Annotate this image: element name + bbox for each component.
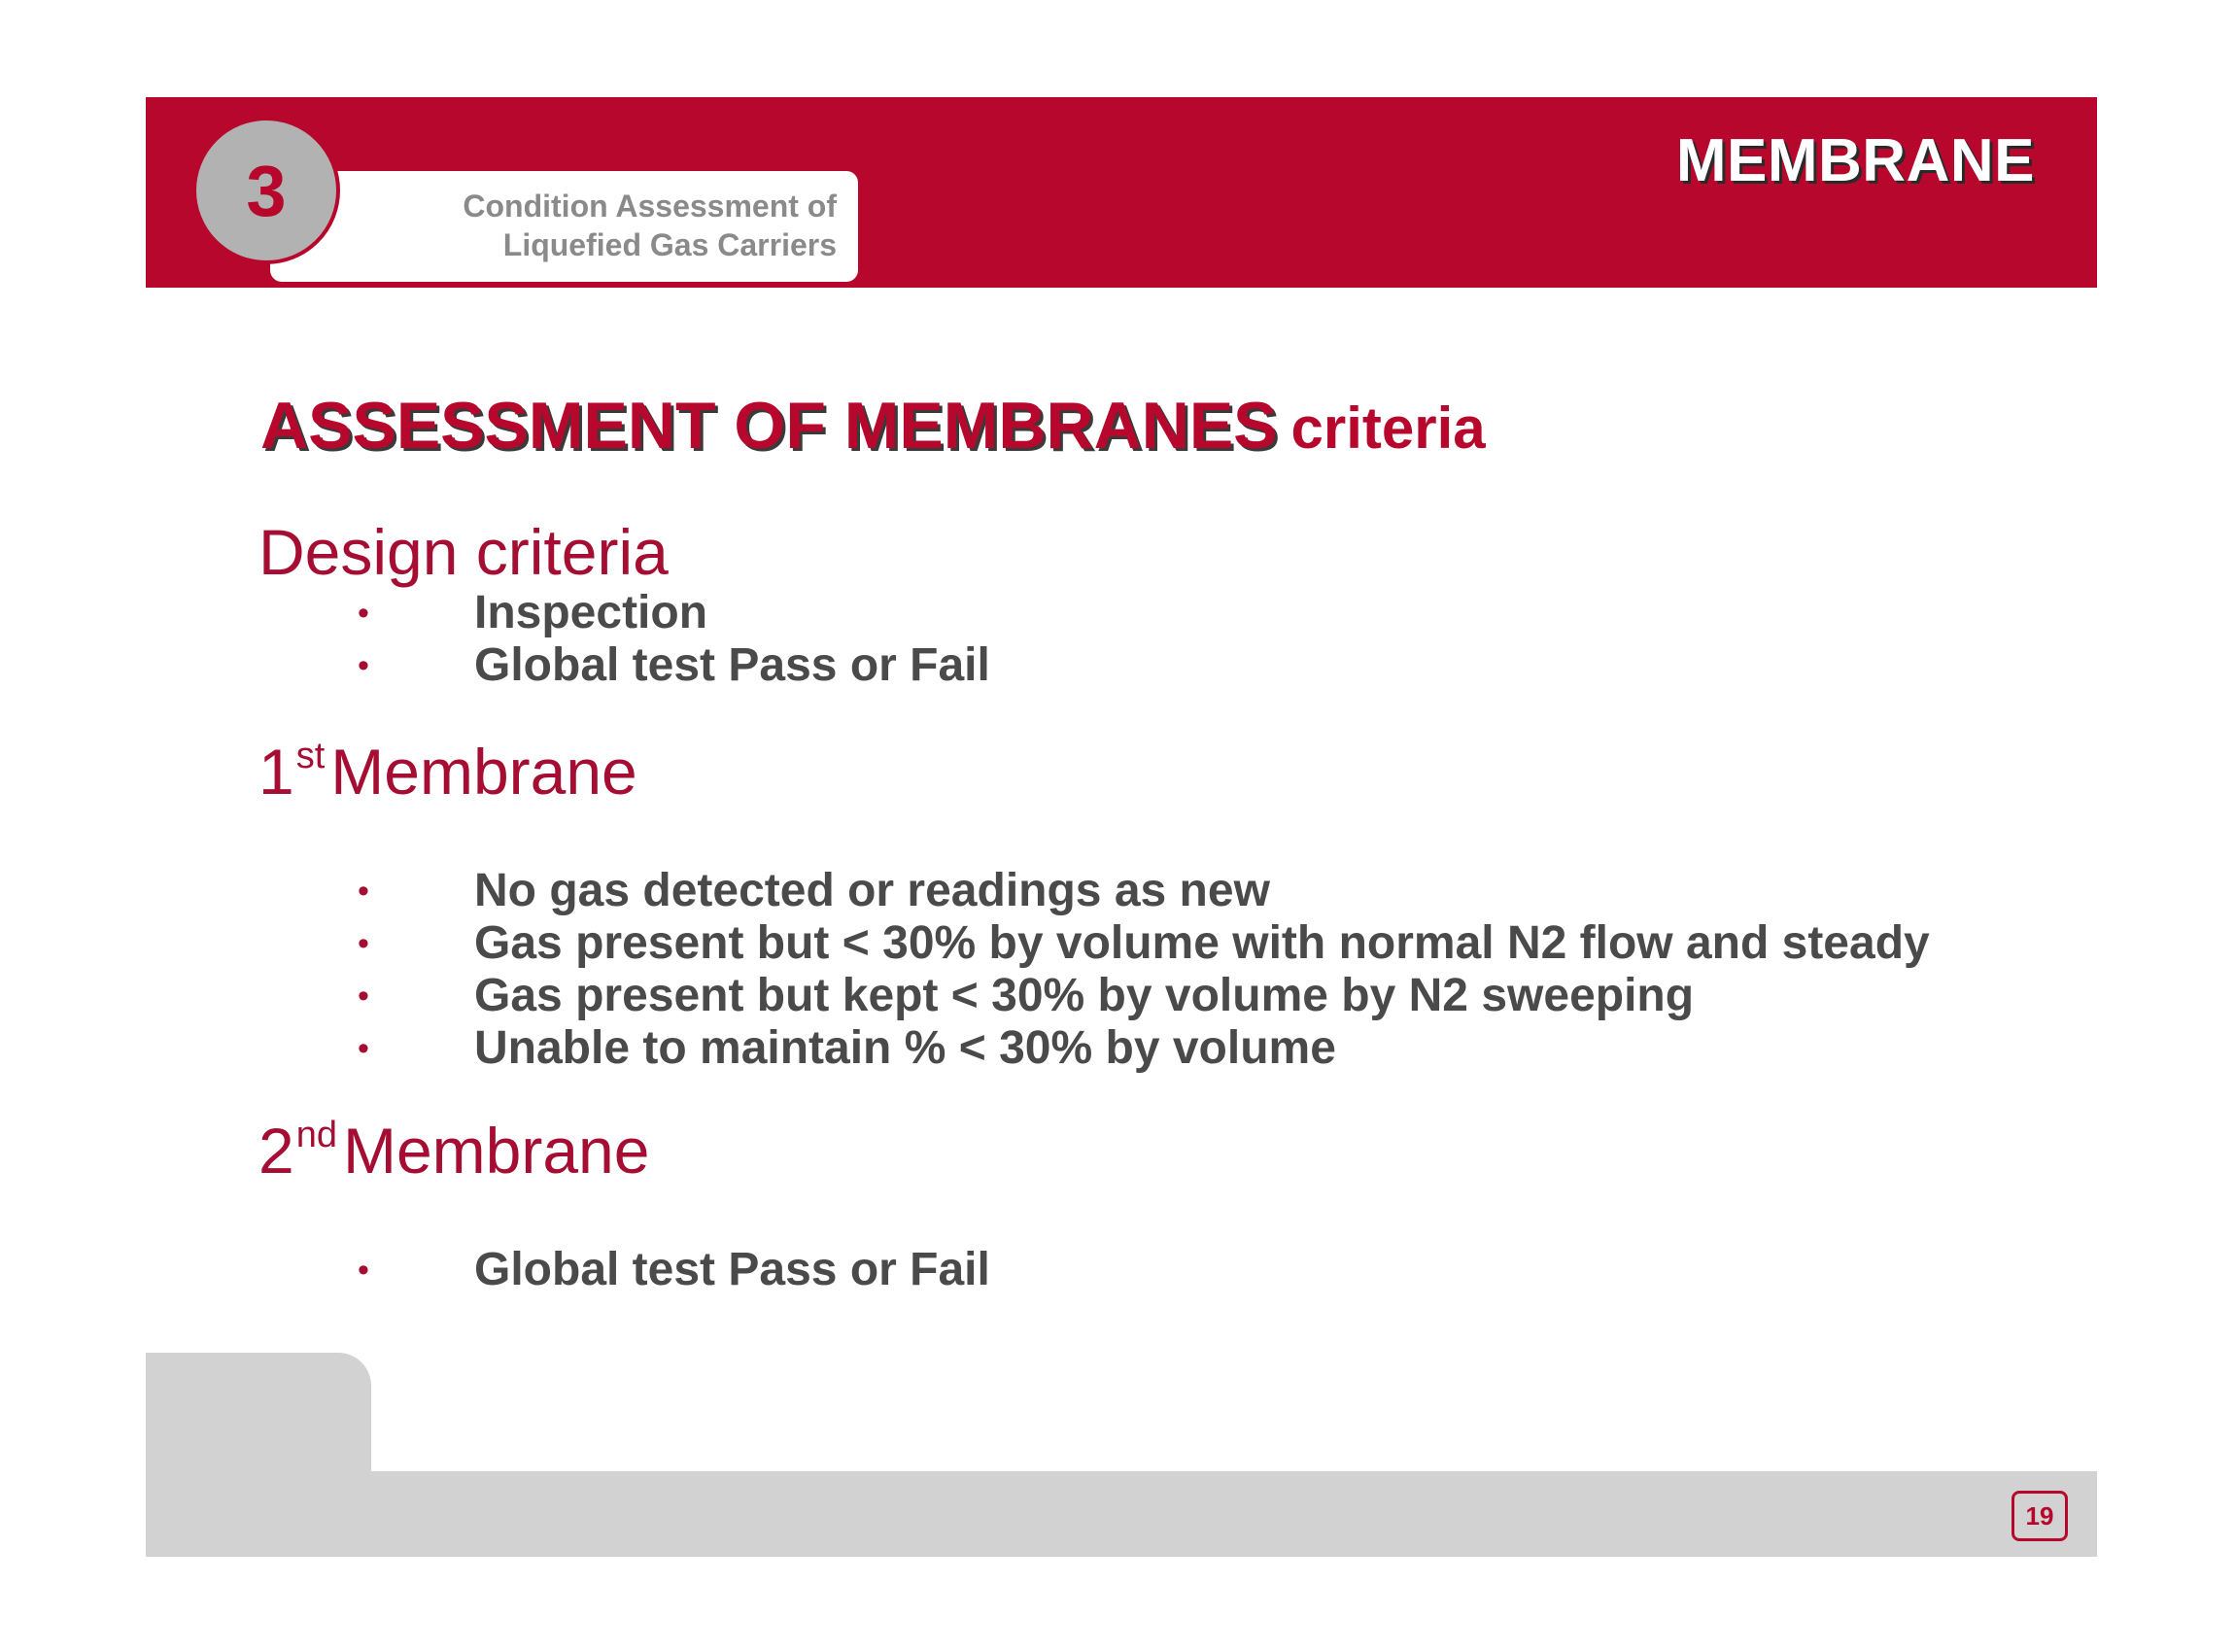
list-item-text: No gas detected or readings as new bbox=[474, 865, 1270, 916]
footer-band bbox=[146, 1471, 2097, 1557]
design-criteria-heading: Design criteria bbox=[258, 516, 669, 588]
list-item-text: Global test Pass or Fail bbox=[474, 639, 990, 691]
slide-title-main: ASSESSMENT OF MEMBRANES bbox=[260, 389, 1278, 463]
first-membrane-text: Membrane bbox=[330, 736, 637, 808]
subtitle-line-2: Liquefied Gas Carriers bbox=[502, 227, 837, 262]
subtitle-text bbox=[463, 187, 837, 264]
list-item-text: Gas present but kept < 30% by volume by N2 sweeping bbox=[474, 970, 1695, 1021]
section-title: MEMBRANE bbox=[1675, 127, 2035, 194]
bullet-icon: • bbox=[358, 978, 369, 1015]
chapter-number: 3 bbox=[246, 150, 287, 231]
subtitle-line-1: Condition Assessment of bbox=[463, 189, 837, 224]
slide-title-suffix: criteria bbox=[1290, 396, 1486, 461]
second-membrane-text: Membrane bbox=[343, 1115, 650, 1187]
bullet-icon: • bbox=[358, 1252, 369, 1289]
first-membrane-ordinal: st bbox=[295, 736, 326, 776]
subtitle-tab bbox=[270, 171, 858, 282]
bullet-icon: • bbox=[358, 647, 369, 684]
bullet-icon: • bbox=[358, 925, 369, 962]
slide-title bbox=[260, 387, 1486, 476]
second-membrane-ordinal: nd bbox=[295, 1115, 337, 1155]
bullet-icon: • bbox=[358, 595, 369, 632]
first-membrane-number: 1 bbox=[258, 736, 294, 808]
list-item-text: Inspection bbox=[474, 587, 708, 638]
bullet-icon: • bbox=[358, 1030, 369, 1067]
second-membrane-number: 2 bbox=[258, 1115, 294, 1187]
list-item-text: Gas present but < 30% by volume with normal N2 flow and steady bbox=[474, 917, 1930, 969]
header-band bbox=[146, 97, 2097, 288]
first-membrane-heading bbox=[258, 735, 637, 809]
list-item-text: Global test Pass or Fail bbox=[474, 1244, 990, 1295]
page-number: 19 bbox=[2012, 1491, 2068, 1541]
bullet-icon: • bbox=[358, 873, 369, 910]
list-item-text: Unable to maintain % < 30% by volume bbox=[474, 1022, 1336, 1074]
chapter-badge bbox=[192, 117, 340, 264]
second-membrane-heading bbox=[258, 1114, 649, 1187]
